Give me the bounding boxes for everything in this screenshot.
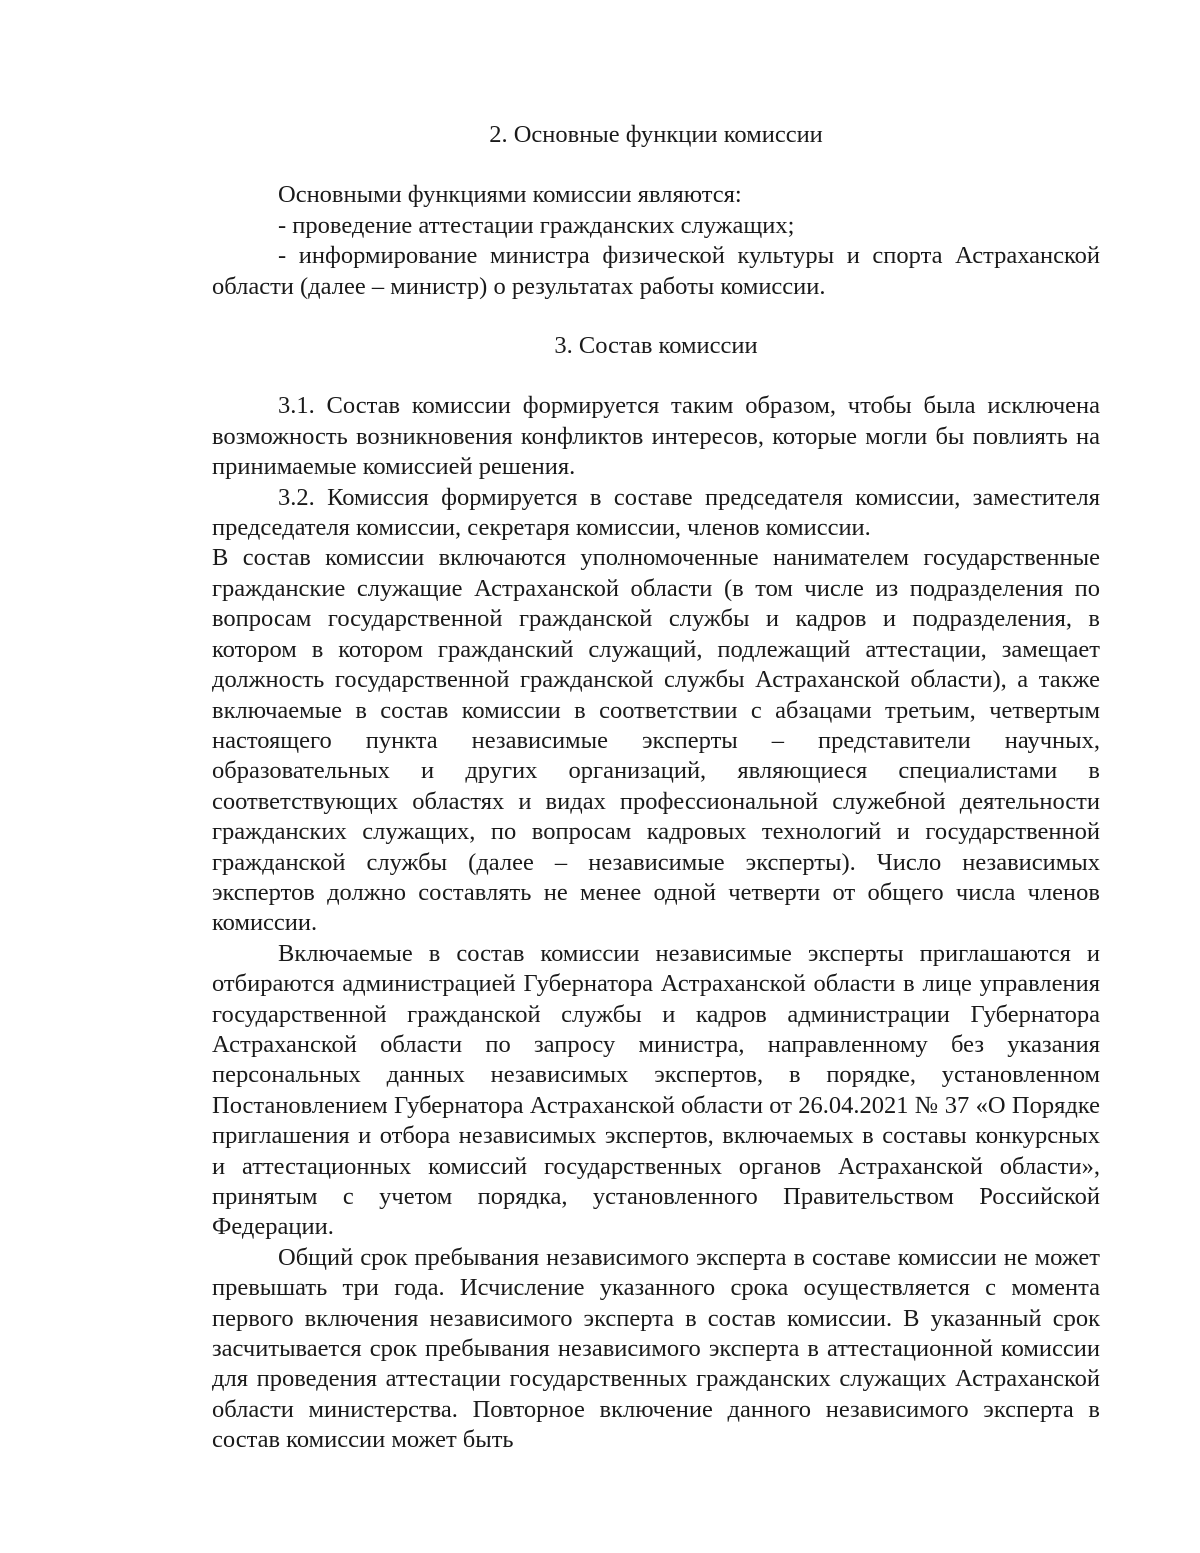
paragraph-term: Общий срок пребывания независимого эксперта в составе комиссии не может превышать три года. Исчисление указанного срока осуществляется с момента первого включения независимого эксперта в состав комиссии. В указанный срок засчитывается срок пребывания независимого эксперта в аттестационной комиссии для проведения аттестации государственных гражданских служащих Астраханской области министерства. Повторное включение данного независимого эксперта в состав комиссии может быть bbox=[212, 1243, 1100, 1454]
section-2-item-2: - информирование министра физической культуры и спорта Астраханской области (далее – министр) о результатах работы комиссии. bbox=[212, 242, 1100, 300]
paragraph-composition: В состав комиссии включаются уполномоченные нанимателем государственные гражданские служащие Астраханской области (в том числе из подразделения по вопросам государственной гражданской службы и кадров и подразделения, в котором в котором гражданский служащий, подлежащий аттестации, замещает должность государственной гражданской службы Астраханской области), а также включаемые в состав комиссии в соответствии с абзацами третьим, четвертым настоящего пункта независимые эксперты – представители научных, образовательных и других организаций, являющиеся специалистами в соответствующих областях и видах профессиональной служебной деятельности гражданских служащих, по вопросам кадровых технологий и государственной гражданской службы (далее – независимые эксперты). Число независимых экспертов должно составлять не менее одной четверти от общего числа членов комиссии. bbox=[212, 544, 1100, 937]
section-2-heading: 2. Основные функции комиссии bbox=[489, 121, 823, 148]
section-2-intro: Основными функциями комиссии являются: bbox=[278, 181, 742, 209]
section-3-heading: 3. Состав комиссии bbox=[554, 332, 758, 360]
paragraph-independent-experts: Включаемые в состав комиссии независимые эксперты приглашаются и отбираются администрацией Губернатора Астраханской области в лице управления государственной гражданской службы и кадров администрации Губернатора Астраханской области по запросу министра, направленному без указания персональных данных независимых экспертов, в порядке, установленном Постановлением Губернатора Астраханской области от 26.04.2021 № 37 «О Порядке приглашения и отбора независимых экспертов, включаемых в составы конкурсных и аттестационных комиссий государственных органов Астраханской области», принятым с учетом порядка, установленного Правительством Российской Федерации. bbox=[212, 939, 1100, 1241]
paragraph-3-2: 3.2. Комиссия формируется в составе председателя комиссии, заместителя председателя комиссии, секретаря комиссии, членов комиссии. bbox=[212, 483, 1100, 542]
section-2-item-1: - проведение аттестации гражданских служащих; bbox=[278, 211, 795, 239]
document-page bbox=[212, 112, 1100, 1456]
paragraph-3-1: 3.1. Состав комиссии формируется таким образом, чтобы была исключена возможность возникновения конфликтов интересов, которые могли бы повлиять на принимаемые комиссией решения. bbox=[212, 392, 1100, 481]
